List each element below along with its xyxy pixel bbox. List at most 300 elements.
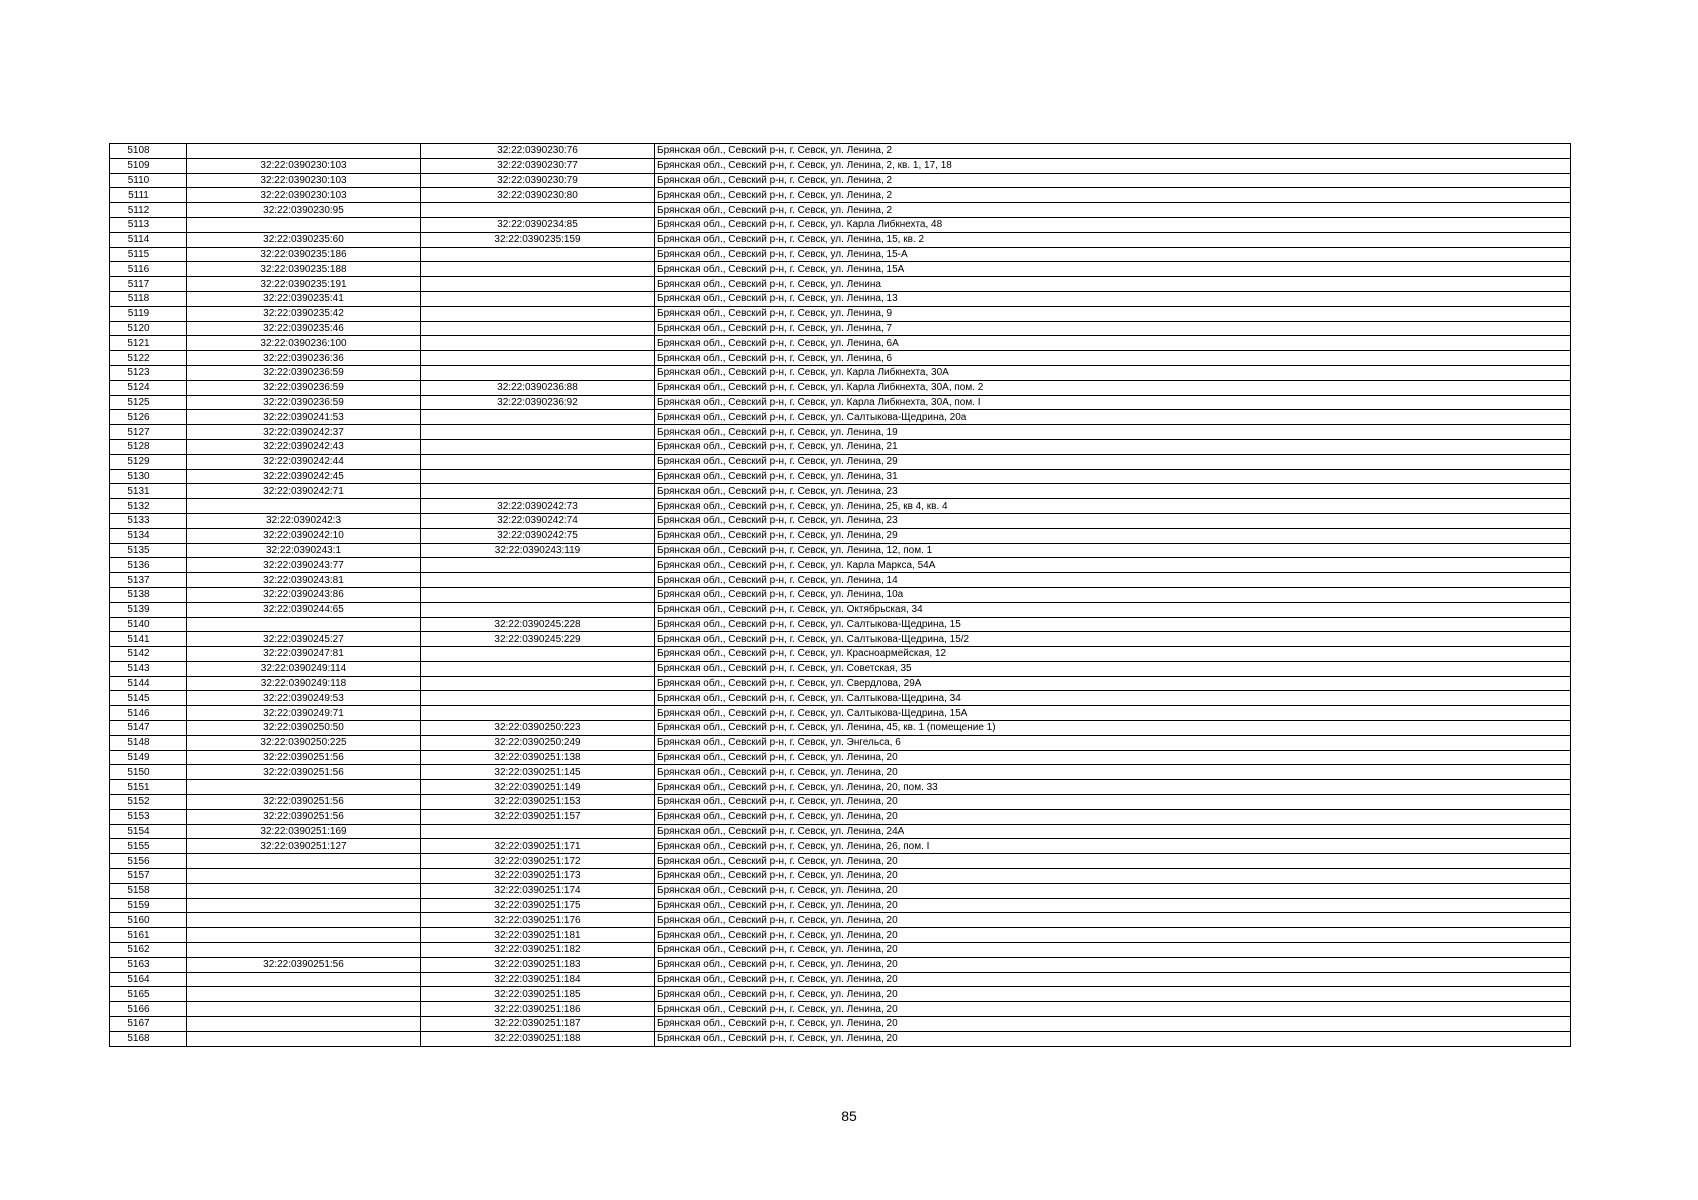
row-number-cell: 5149 [110,750,187,765]
parent-cadastral-number-cell [187,972,421,987]
parent-cadastral-number-cell: 32:22:0390235:41 [187,291,421,306]
table-row [110,306,1571,321]
row-number-cell: 5109 [110,158,187,173]
parent-cadastral-number-cell: 32:22:0390249:114 [187,661,421,676]
row-number-cell: 5108 [110,144,187,159]
cadastral-table [109,143,1571,1047]
cadastral-number-cell [421,203,655,218]
row-number-cell: 5136 [110,558,187,573]
address-cell: Брянская обл., Севский р-н, г. Севск, ул. Ленина, 23 [655,484,1571,499]
row-number-cell: 5126 [110,410,187,425]
table-row [110,158,1571,173]
address-cell: Брянская обл., Севский р-н, г. Севск, ул. Ленина, 20 [655,869,1571,884]
address-cell: Брянская обл., Севский р-н, г. Севск, ул. Карла Либкнехта, 30А, пом. 2 [655,380,1571,395]
cadastral-number-cell: 32:22:0390251:153 [421,795,655,810]
address-cell: Брянская обл., Севский р-н, г. Севск, ул. Ленина, 29 [655,454,1571,469]
parent-cadastral-number-cell: 32:22:0390235:42 [187,306,421,321]
table-row [110,647,1571,662]
table-row [110,232,1571,247]
row-number-cell: 5129 [110,454,187,469]
address-cell: Брянская обл., Севский р-н, г. Севск, ул. Ленина, 31 [655,469,1571,484]
table-row [110,883,1571,898]
row-number-cell: 5117 [110,277,187,292]
row-number-cell: 5134 [110,528,187,543]
parent-cadastral-number-cell: 32:22:0390242:10 [187,528,421,543]
row-number-cell: 5159 [110,898,187,913]
row-number-cell: 5110 [110,173,187,188]
address-cell: Брянская обл., Севский р-н, г. Севск, ул. Октябрьская, 34 [655,602,1571,617]
cadastral-number-cell: 32:22:0390251:172 [421,854,655,869]
table-row [110,351,1571,366]
parent-cadastral-number-cell: 32:22:0390251:127 [187,839,421,854]
address-cell: Брянская обл., Севский р-н, г. Севск, ул. Ленина, 6А [655,336,1571,351]
table-row [110,425,1571,440]
row-number-cell: 5158 [110,883,187,898]
cadastral-number-cell [421,587,655,602]
parent-cadastral-number-cell [187,617,421,632]
table-row [110,957,1571,972]
cadastral-number-cell [421,647,655,662]
cadastral-number-cell: 32:22:0390245:229 [421,632,655,647]
cadastral-number-cell: 32:22:0390230:79 [421,173,655,188]
page-number: 85 [841,1108,857,1124]
row-number-cell: 5152 [110,795,187,810]
cadastral-number-cell [421,824,655,839]
cadastral-number-cell [421,706,655,721]
cadastral-number-cell [421,247,655,262]
row-number-cell: 5156 [110,854,187,869]
cadastral-number-cell: 32:22:0390250:223 [421,721,655,736]
address-cell: Брянская обл., Севский р-н, г. Севск, ул. Ленина, 2 [655,144,1571,159]
parent-cadastral-number-cell: 32:22:0390251:169 [187,824,421,839]
cadastral-number-cell: 32:22:0390251:157 [421,809,655,824]
cadastral-number-cell: 32:22:0390251:174 [421,883,655,898]
address-cell: Брянская обл., Севский р-н, г. Севск, ул. Ленина, 20 [655,1002,1571,1017]
table-row [110,528,1571,543]
address-cell: Брянская обл., Севский р-н, г. Севск, ул. Ленина, 20 [655,957,1571,972]
parent-cadastral-number-cell: 32:22:0390242:44 [187,454,421,469]
row-number-cell: 5118 [110,291,187,306]
address-cell: Брянская обл., Севский р-н, г. Севск, ул. Ленина, 2 [655,173,1571,188]
parent-cadastral-number-cell [187,987,421,1002]
row-number-cell: 5140 [110,617,187,632]
address-cell: Брянская обл., Севский р-н, г. Севск, ул. Энгельса, 6 [655,735,1571,750]
cadastral-number-cell: 32:22:0390245:228 [421,617,655,632]
address-cell: Брянская обл., Севский р-н, г. Севск, ул. Ленина, 20 [655,943,1571,958]
cadastral-number-cell: 32:22:0390230:80 [421,188,655,203]
row-number-cell: 5121 [110,336,187,351]
parent-cadastral-number-cell [187,1017,421,1032]
row-number-cell: 5147 [110,721,187,736]
row-number-cell: 5143 [110,661,187,676]
cadastral-number-cell: 32:22:0390251:149 [421,780,655,795]
row-number-cell: 5139 [110,602,187,617]
cadastral-number-cell [421,365,655,380]
cadastral-number-cell: 32:22:0390251:145 [421,765,655,780]
row-number-cell: 5124 [110,380,187,395]
row-number-cell: 5148 [110,735,187,750]
parent-cadastral-number-cell: 32:22:0390236:59 [187,395,421,410]
row-number-cell: 5131 [110,484,187,499]
address-cell: Брянская обл., Севский р-н, г. Севск, ул. Ленина, 12, пом. 1 [655,543,1571,558]
row-number-cell: 5160 [110,913,187,928]
cadastral-number-cell: 32:22:0390251:173 [421,869,655,884]
row-number-cell: 5164 [110,972,187,987]
address-cell: Брянская обл., Севский р-н, г. Севск, ул. Ленина, 20 [655,928,1571,943]
row-number-cell: 5115 [110,247,187,262]
address-cell: Брянская обл., Севский р-н, г. Севск, ул. Ленина, 2 [655,203,1571,218]
parent-cadastral-number-cell: 32:22:0390243:81 [187,573,421,588]
table-row [110,750,1571,765]
table-row [110,573,1571,588]
row-number-cell: 5144 [110,676,187,691]
table-row [110,691,1571,706]
table-row [110,247,1571,262]
parent-cadastral-number-cell: 32:22:0390243:86 [187,587,421,602]
table-row [110,410,1571,425]
row-number-cell: 5157 [110,869,187,884]
cadastral-number-cell [421,277,655,292]
parent-cadastral-number-cell: 32:22:0390230:103 [187,173,421,188]
cadastral-number-cell: 32:22:0390251:175 [421,898,655,913]
parent-cadastral-number-cell: 32:22:0390235:186 [187,247,421,262]
address-cell: Брянская обл., Севский р-н, г. Севск, ул. Карла Либкнехта, 48 [655,217,1571,232]
table-row [110,972,1571,987]
row-number-cell: 5155 [110,839,187,854]
row-number-cell: 5154 [110,824,187,839]
row-number-cell: 5119 [110,306,187,321]
address-cell: Брянская обл., Севский р-н, г. Севск, ул. Салтыкова-Щедрина, 34 [655,691,1571,706]
table-row [110,277,1571,292]
table-body [110,144,1571,1047]
row-number-cell: 5138 [110,587,187,602]
row-number-cell: 5113 [110,217,187,232]
parent-cadastral-number-cell [187,780,421,795]
parent-cadastral-number-cell: 32:22:0390230:103 [187,188,421,203]
row-number-cell: 5112 [110,203,187,218]
parent-cadastral-number-cell: 32:22:0390242:3 [187,513,421,528]
parent-cadastral-number-cell: 32:22:0390251:56 [187,809,421,824]
cadastral-number-cell: 32:22:0390230:77 [421,158,655,173]
cadastral-number-cell [421,661,655,676]
table-row [110,217,1571,232]
table-row [110,513,1571,528]
cadastral-number-cell [421,602,655,617]
parent-cadastral-number-cell: 32:22:0390243:1 [187,543,421,558]
address-cell: Брянская обл., Севский р-н, г. Севск, ул. Ленина, 23 [655,513,1571,528]
cadastral-number-cell: 32:22:0390250:249 [421,735,655,750]
parent-cadastral-number-cell: 32:22:0390235:191 [187,277,421,292]
table-row [110,395,1571,410]
cadastral-number-cell: 32:22:0390234:85 [421,217,655,232]
address-cell: Брянская обл., Севский р-н, г. Севск, ул. Ленина, 9 [655,306,1571,321]
cadastral-number-cell [421,425,655,440]
address-cell: Брянская обл., Севский р-н, г. Севск, ул. Ленина, 25, кв 4, кв. 4 [655,499,1571,514]
row-number-cell: 5150 [110,765,187,780]
row-number-cell: 5153 [110,809,187,824]
parent-cadastral-number-cell: 32:22:0390230:95 [187,203,421,218]
parent-cadastral-number-cell: 32:22:0390249:53 [187,691,421,706]
address-cell: Брянская обл., Севский р-н, г. Севск, ул. Ленина, 2, кв. 1, 17, 18 [655,158,1571,173]
cadastral-number-cell [421,306,655,321]
address-cell: Брянская обл., Севский р-н, г. Севск, ул. Ленина [655,277,1571,292]
cadastral-number-cell [421,454,655,469]
parent-cadastral-number-cell: 32:22:0390235:46 [187,321,421,336]
table-row [110,617,1571,632]
row-number-cell: 5130 [110,469,187,484]
parent-cadastral-number-cell [187,1031,421,1046]
table-row [110,632,1571,647]
parent-cadastral-number-cell: 32:22:0390247:81 [187,647,421,662]
cadastral-number-cell: 32:22:0390251:182 [421,943,655,958]
address-cell: Брянская обл., Севский р-н, г. Севск, ул. Ленина, 20 [655,972,1571,987]
parent-cadastral-number-cell: 32:22:0390245:27 [187,632,421,647]
cadastral-number-cell: 32:22:0390242:75 [421,528,655,543]
row-number-cell: 5114 [110,232,187,247]
parent-cadastral-number-cell: 32:22:0390251:56 [187,957,421,972]
table-row [110,587,1571,602]
table-row [110,795,1571,810]
address-cell: Брянская обл., Севский р-н, г. Севск, ул. Ленина, 20 [655,750,1571,765]
row-number-cell: 5167 [110,1017,187,1032]
parent-cadastral-number-cell [187,854,421,869]
cadastral-number-cell: 32:22:0390251:184 [421,972,655,987]
parent-cadastral-number-cell: 32:22:0390236:100 [187,336,421,351]
table-row [110,365,1571,380]
table-row [110,173,1571,188]
table-row [110,144,1571,159]
address-cell: Брянская обл., Севский р-н, г. Севск, ул. Ленина, 20 [655,898,1571,913]
parent-cadastral-number-cell: 32:22:0390251:56 [187,750,421,765]
cadastral-number-cell: 32:22:0390230:76 [421,144,655,159]
table-row [110,1017,1571,1032]
cadastral-number-cell [421,262,655,277]
cadastral-number-cell [421,291,655,306]
address-cell: Брянская обл., Севский р-н, г. Севск, ул. Ленина, 26, пом. I [655,839,1571,854]
table-row [110,469,1571,484]
cadastral-number-cell: 32:22:0390251:171 [421,839,655,854]
parent-cadastral-number-cell: 32:22:0390242:37 [187,425,421,440]
table-row [110,454,1571,469]
cadastral-number-cell: 32:22:0390242:73 [421,499,655,514]
address-cell: Брянская обл., Севский р-н, г. Севск, ул. Ленина, 20 [655,1017,1571,1032]
table-row [110,262,1571,277]
row-number-cell: 5142 [110,647,187,662]
table-row [110,558,1571,573]
address-cell: Брянская обл., Севский р-н, г. Севск, ул. Свердлова, 29А [655,676,1571,691]
table-row [110,321,1571,336]
parent-cadastral-number-cell: 32:22:0390236:59 [187,365,421,380]
row-number-cell: 5127 [110,425,187,440]
row-number-cell: 5165 [110,987,187,1002]
cadastral-number-cell [421,691,655,706]
table-row [110,661,1571,676]
cadastral-number-cell: 32:22:0390251:188 [421,1031,655,1046]
table-row [110,676,1571,691]
row-number-cell: 5166 [110,1002,187,1017]
cadastral-number-cell: 32:22:0390251:183 [421,957,655,972]
table-row [110,1002,1571,1017]
table-row [110,1031,1571,1046]
row-number-cell: 5168 [110,1031,187,1046]
address-cell: Брянская обл., Севский р-н, г. Севск, ул. Салтыкова-Щедрина, 20а [655,410,1571,425]
parent-cadastral-number-cell: 32:22:0390249:118 [187,676,421,691]
cadastral-number-cell: 32:22:0390242:74 [421,513,655,528]
cadastral-number-cell [421,351,655,366]
cadastral-number-cell [421,573,655,588]
table-row [110,439,1571,454]
cadastral-number-cell: 32:22:0390236:88 [421,380,655,395]
row-number-cell: 5111 [110,188,187,203]
table-row [110,291,1571,306]
address-cell: Брянская обл., Севский р-н, г. Севск, ул. Красноармейская, 12 [655,647,1571,662]
row-number-cell: 5122 [110,351,187,366]
address-cell: Брянская обл., Севский р-н, г. Севск, ул. Ленина, 20 [655,883,1571,898]
address-cell: Брянская обл., Севский р-н, г. Севск, ул. Ленина, 15, кв. 2 [655,232,1571,247]
row-number-cell: 5123 [110,365,187,380]
row-number-cell: 5120 [110,321,187,336]
row-number-cell: 5135 [110,543,187,558]
parent-cadastral-number-cell: 32:22:0390235:188 [187,262,421,277]
address-cell: Брянская обл., Севский р-н, г. Севск, ул. Ленина, 24А [655,824,1571,839]
table-row [110,913,1571,928]
table-row [110,336,1571,351]
address-cell: Брянская обл., Севский р-н, г. Севск, ул. Ленина, 13 [655,291,1571,306]
table-row [110,943,1571,958]
parent-cadastral-number-cell: 32:22:0390250:50 [187,721,421,736]
parent-cadastral-number-cell [187,144,421,159]
row-number-cell: 5162 [110,943,187,958]
address-cell: Брянская обл., Севский р-н, г. Севск, ул. Ленина, 6 [655,351,1571,366]
row-number-cell: 5146 [110,706,187,721]
address-cell: Брянская обл., Севский р-н, г. Севск, ул. Ленина, 45, кв. 1 (помещение 1) [655,721,1571,736]
address-cell: Брянская обл., Севский р-н, г. Севск, ул. Ленина, 15А [655,262,1571,277]
parent-cadastral-number-cell: 32:22:0390241:53 [187,410,421,425]
address-cell: Брянская обл., Севский р-н, г. Севск, ул. Салтыкова-Щедрина, 15А [655,706,1571,721]
table-container [109,143,1570,1047]
address-cell: Брянская обл., Севский р-н, г. Севск, ул. Ленина, 7 [655,321,1571,336]
parent-cadastral-number-cell: 32:22:0390236:59 [187,380,421,395]
table-row [110,484,1571,499]
row-number-cell: 5145 [110,691,187,706]
table-row [110,869,1571,884]
address-cell: Брянская обл., Севский р-н, г. Севск, ул. Карла Маркса, 54А [655,558,1571,573]
table-row [110,839,1571,854]
cadastral-number-cell [421,676,655,691]
parent-cadastral-number-cell: 32:22:0390244:65 [187,602,421,617]
parent-cadastral-number-cell [187,869,421,884]
parent-cadastral-number-cell [187,913,421,928]
address-cell: Брянская обл., Севский р-н, г. Севск, ул. Ленина, 14 [655,573,1571,588]
cadastral-number-cell: 32:22:0390243:119 [421,543,655,558]
cadastral-number-cell: 32:22:0390251:186 [421,1002,655,1017]
cadastral-number-cell [421,336,655,351]
address-cell: Брянская обл., Севский р-н, г. Севск, ул. Ленина, 20 [655,809,1571,824]
parent-cadastral-number-cell: 32:22:0390250:225 [187,735,421,750]
address-cell: Брянская обл., Севский р-н, г. Севск, ул. Ленина, 20 [655,795,1571,810]
address-cell: Брянская обл., Севский р-н, г. Севск, ул. Ленина, 10а [655,587,1571,602]
address-cell: Брянская обл., Севский р-н, г. Севск, ул. Ленина, 2 [655,188,1571,203]
table-row [110,780,1571,795]
parent-cadastral-number-cell: 32:22:0390242:45 [187,469,421,484]
cadastral-number-cell [421,410,655,425]
parent-cadastral-number-cell [187,883,421,898]
cadastral-number-cell: 32:22:0390236:92 [421,395,655,410]
parent-cadastral-number-cell: 32:22:0390242:43 [187,439,421,454]
row-number-cell: 5163 [110,957,187,972]
row-number-cell: 5132 [110,499,187,514]
cadastral-number-cell [421,469,655,484]
address-cell: Брянская обл., Севский р-н, г. Севск, ул. Ленина, 20 [655,913,1571,928]
cadastral-number-cell [421,321,655,336]
parent-cadastral-number-cell: 32:22:0390243:77 [187,558,421,573]
parent-cadastral-number-cell: 32:22:0390230:103 [187,158,421,173]
parent-cadastral-number-cell: 32:22:0390251:56 [187,765,421,780]
parent-cadastral-number-cell: 32:22:0390249:71 [187,706,421,721]
table-row [110,499,1571,514]
table-row [110,203,1571,218]
row-number-cell: 5125 [110,395,187,410]
table-row [110,188,1571,203]
cadastral-number-cell: 32:22:0390235:159 [421,232,655,247]
address-cell: Брянская обл., Севский р-н, г. Севск, ул. Карла Либкнехта, 30А [655,365,1571,380]
table-row [110,898,1571,913]
address-cell: Брянская обл., Севский р-н, г. Севск, ул. Ленина, 15-А [655,247,1571,262]
address-cell: Брянская обл., Севский р-н, г. Севск, ул. Ленина, 20, пом. 33 [655,780,1571,795]
parent-cadastral-number-cell: 32:22:0390236:36 [187,351,421,366]
address-cell: Брянская обл., Севский р-н, г. Севск, ул. Салтыкова-Щедрина, 15/2 [655,632,1571,647]
table-row [110,824,1571,839]
table-row [110,380,1571,395]
table-row [110,706,1571,721]
parent-cadastral-number-cell [187,217,421,232]
cadastral-number-cell: 32:22:0390251:138 [421,750,655,765]
parent-cadastral-number-cell: 32:22:0390235:60 [187,232,421,247]
address-cell: Брянская обл., Севский р-н, г. Севск, ул. Ленина, 21 [655,439,1571,454]
parent-cadastral-number-cell [187,898,421,913]
table-row [110,809,1571,824]
cadastral-number-cell [421,558,655,573]
row-number-cell: 5137 [110,573,187,588]
row-number-cell: 5128 [110,439,187,454]
table-row [110,543,1571,558]
table-row [110,765,1571,780]
row-number-cell: 5133 [110,513,187,528]
address-cell: Брянская обл., Севский р-н, г. Севск, ул. Ленина, 20 [655,765,1571,780]
table-row [110,735,1571,750]
parent-cadastral-number-cell [187,499,421,514]
cadastral-number-cell: 32:22:0390251:187 [421,1017,655,1032]
parent-cadastral-number-cell [187,928,421,943]
table-row [110,602,1571,617]
cadastral-number-cell: 32:22:0390251:176 [421,913,655,928]
row-number-cell: 5151 [110,780,187,795]
cadastral-number-cell: 32:22:0390251:185 [421,987,655,1002]
cadastral-number-cell [421,439,655,454]
row-number-cell: 5141 [110,632,187,647]
address-cell: Брянская обл., Севский р-н, г. Севск, ул. Ленина, 20 [655,987,1571,1002]
address-cell: Брянская обл., Севский р-н, г. Севск, ул. Ленина, 20 [655,854,1571,869]
parent-cadastral-number-cell: 32:22:0390251:56 [187,795,421,810]
cadastral-number-cell: 32:22:0390251:181 [421,928,655,943]
address-cell: Брянская обл., Севский р-н, г. Севск, ул. Ленина, 29 [655,528,1571,543]
row-number-cell: 5161 [110,928,187,943]
table-row [110,987,1571,1002]
table-row [110,928,1571,943]
parent-cadastral-number-cell [187,1002,421,1017]
parent-cadastral-number-cell [187,943,421,958]
table-row [110,721,1571,736]
